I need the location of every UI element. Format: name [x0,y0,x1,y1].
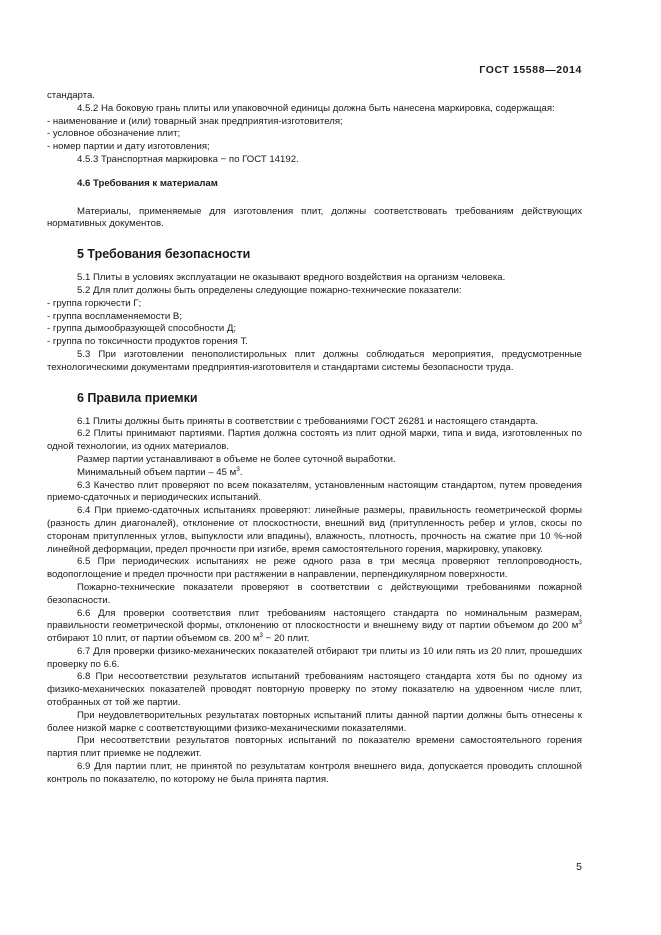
list-item: - группа горючести Г; [47,297,142,309]
paragraph: 5.3 При изготовлении пенополистирольных плит должны соблюдаться мероприятия, предусмотренные технологическими документами предприятия-изготовителя и стандартами системы безопасности труда. [47,348,582,373]
paragraph: стандарта. [47,90,96,101]
list-item: - группа дымообразующей способности Д; [47,323,237,335]
paragraph: 5.2 Для плит должны быть определены следующие пожарно-технические показатели: [77,284,462,296]
document-code-header: ГОСТ 15588—2014 [479,64,582,76]
list-item: - группа по токсичности продуктов горения Т. [47,336,248,348]
paragraph: Материалы, применяемые для изготовления плит, должны соответствовать требованиям действующих нормативных документов. [47,205,582,230]
superscript: 3 [578,619,582,627]
list-item: - условное обозначение плит; [47,128,181,140]
paragraph [47,608,582,646]
paragraph [47,467,582,480]
superscript: 3 [236,465,240,473]
paragraph: При неудовлетворительных результатах повторных испытаний плиты данной партии должны быть отнесены к более низкой марке с соответствующими физико-механическими показателями. [47,709,582,734]
paragraph: 6.7 Для проверки физико-механических показателей отбирают три плиты из 10 или пять из 20 плит, прошедших проверку по 6.6. [47,645,582,670]
list-item: - наименование и (или) товарный знак предприятия-изготовителя; [47,115,343,127]
superscript: 3 [259,632,264,640]
text-run: отбирают 10 плит, от партии объемом св. 200 м [47,633,260,645]
section-heading-4-6: 4.6 Требования к материалам [77,177,218,189]
paragraph: 6.9 Для партии плит, не принятой по результатам контроля внешнего вида, допускается проводить сплошной контроль по показателю, по которому не была принята партия. [47,761,582,785]
paragraph: 5.1 Плиты в условиях эксплуатации не оказывают вредного воздействия на организм человека. [77,272,506,284]
section-heading-6: 6 Правила приемки [77,390,198,405]
text-run: − 20 плит. [263,633,310,645]
paragraph: 6.5 При периодических испытаниях не реже одного раза в три месяца проверяют теплопроводность, водопоглощение и предел прочности при растяжении в направлении, перпендикулярном поверхности. [47,556,582,581]
list-item: - номер партии и дату изготовления; [47,141,210,153]
page-body [47,90,582,787]
paragraph: 6.1 Плиты должны быть приняты в соответствии с требованиями ГОСТ 26281 и настоящего стандарта. [77,415,539,427]
page-number: 5 [576,861,582,873]
text-run: . [239,466,243,478]
paragraph: 6.2 Плиты принимают партиями. Партия должна состоять из плит одной марки, типа и вида, изготовленных по одной технологии, из одних материалов. [47,428,582,453]
paragraph: 4.5.2 На боковую грань плиты или упаковочной единицы должна быть нанесена маркировка, содержащая: [77,102,555,114]
paragraph: 6.4 При приемо-сдаточных испытаниях проверяют: линейные размеры, правильность геометрической формы (разность длин диагоналей), отклонение от плоскостности, внешний вид (притупленность ребер и углов, скосы по сторонам притупленных углов, выпуклости или впадины), влажность, плотность, прочность на сжатие при 10 %-ной линейной деформации, предел прочности при изгибе, время самостоятельного горения, маркировку, упаковку. [47,505,582,555]
paragraph: При несоответствии результатов повторных испытаний по показателю времени самостоятельного горения партия плит приемке не подлежит. [47,735,582,760]
paragraph: Пожарно-технические показатели проверяют в соответствии с действующими требованиями пожарной безопасности. [47,581,582,606]
paragraph: Размер партии устанавливают в объеме не более суточной выработки. [77,453,396,465]
text-run: Минимальный объем партии – 45 м [77,466,237,478]
text-run: 6.6 Для проверки соответствия плит требованиям настоящего стандарта по номинальным размерам, правильности геометрической формы, отклонению от плоскостности и внешнему виду от партии объемом до 200 м [47,607,582,632]
paragraph: 6.8 При несоответствии результатов испытаний требованиям настоящего стандарта хотя бы по одному из физико-механических показателей проводят повторную проверку по этому показателю на удвоенном числе плит, отобранных от той же партии. [47,671,582,709]
paragraph: 6.3 Качество плит проверяют по всем показателям, установленным настоящим стандартом, путем проведения приемо-сдаточных и периодических испытаний. [47,479,582,504]
paragraph: 4.5.3 Транспортная маркировка − по ГОСТ 14192. [77,153,299,165]
list-item: - группа воспламеняемости В; [47,310,182,322]
section-heading-5: 5 Требования безопасности [77,247,251,262]
